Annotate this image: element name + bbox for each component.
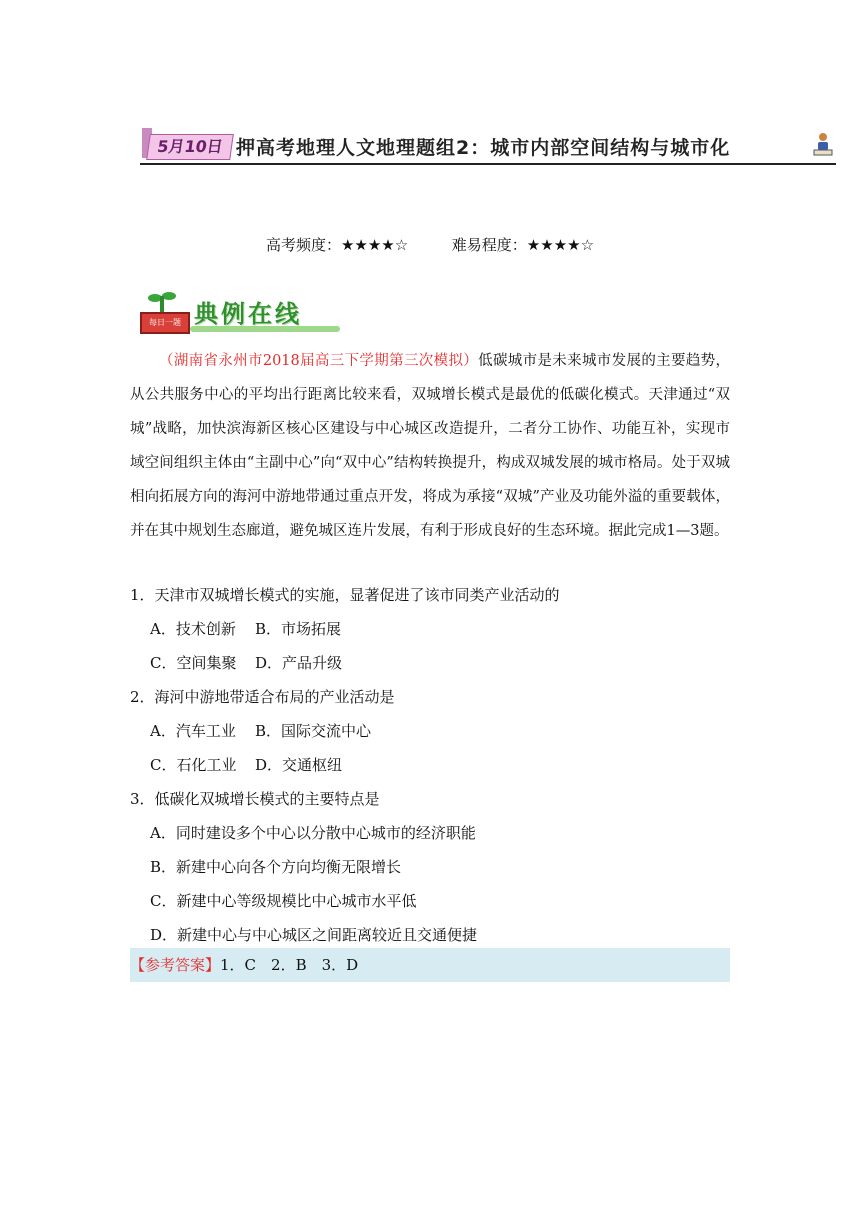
header-rule bbox=[140, 163, 836, 165]
frequency-stars: ★★★★☆ bbox=[340, 236, 409, 254]
difficulty-stars: ★★★★☆ bbox=[526, 236, 595, 254]
frequency-label: 高考频度： bbox=[265, 236, 341, 254]
option-b: B．新建中心向各个方向均衡无限增长 bbox=[150, 858, 402, 876]
option-b: B．市场拓展 bbox=[255, 620, 342, 638]
question-stem: 2．海河中游地带适合布局的产业活动是 bbox=[130, 688, 395, 706]
book-icon: 每日一题 bbox=[140, 312, 190, 334]
answer-bar bbox=[130, 948, 730, 982]
answer-label: 【参考答案】 bbox=[130, 956, 221, 974]
option-a: A．同时建设多个中心以分散中心城市的经济职能 bbox=[150, 824, 476, 842]
frequency-line bbox=[0, 234, 860, 255]
option-a: A．汽车工业 bbox=[150, 722, 236, 740]
question-2 bbox=[130, 680, 730, 782]
header-title: 押高考地理人文地理题组2：城市内部空间结构与城市化 bbox=[236, 137, 731, 159]
section-banner bbox=[140, 290, 340, 336]
option-a: A．技术创新 bbox=[150, 620, 236, 638]
passage-source: （湖南省永州市2018届高三下学期第三次模拟） bbox=[159, 353, 479, 369]
question-stem: 3．低碳化双城增长模式的主要特点是 bbox=[130, 790, 380, 808]
answer-text: 1．C 2．B 3．D bbox=[220, 956, 359, 974]
option-c: C．石化工业 bbox=[150, 756, 237, 774]
question-1 bbox=[130, 578, 730, 680]
question-stem: 1．天津市双城增长模式的实施，显著促进了该市同类产业活动的 bbox=[130, 586, 560, 604]
difficulty-label: 难易程度： bbox=[451, 236, 527, 254]
option-c: C．新建中心等级规模比中心城市水平低 bbox=[150, 892, 417, 910]
option-d: D．新建中心与中心城区之间距离较近且交通便捷 bbox=[150, 926, 478, 944]
passage-text: 低碳城市是未来城市发展的主要趋势，从公共服务中心的平均出行距离比较来看，双城增长模式是最优的低碳化模式。天津通过“双城”战略，加快滨海新区核心区建设与中心城区改造提升，二者分工协作、功能互补，实现市域空间组织主体由“主副中心”向“双中心”结构转换提升，构成双城发展的城市格局。处于双城相向拓展方向的海河中游地带通过重点开发，将成为承接“双城”产业及功能外溢的重要载体，并在其中规划生态廊道，避免城区连片发展，有利于形成良好的生态环境。据此完成1—3题。 bbox=[130, 353, 730, 539]
reader-icon bbox=[812, 131, 834, 159]
option-d: D．交通枢纽 bbox=[255, 756, 343, 774]
option-d: D．产品升级 bbox=[255, 654, 343, 672]
question-3 bbox=[130, 782, 730, 952]
passage bbox=[130, 344, 730, 548]
option-b: B．国际交流中心 bbox=[255, 722, 372, 740]
date-tag: 5月10日 bbox=[146, 134, 234, 160]
option-c: C．空间集聚 bbox=[150, 654, 237, 672]
page-header bbox=[140, 128, 836, 166]
section-title: 典例在线 bbox=[194, 300, 302, 328]
